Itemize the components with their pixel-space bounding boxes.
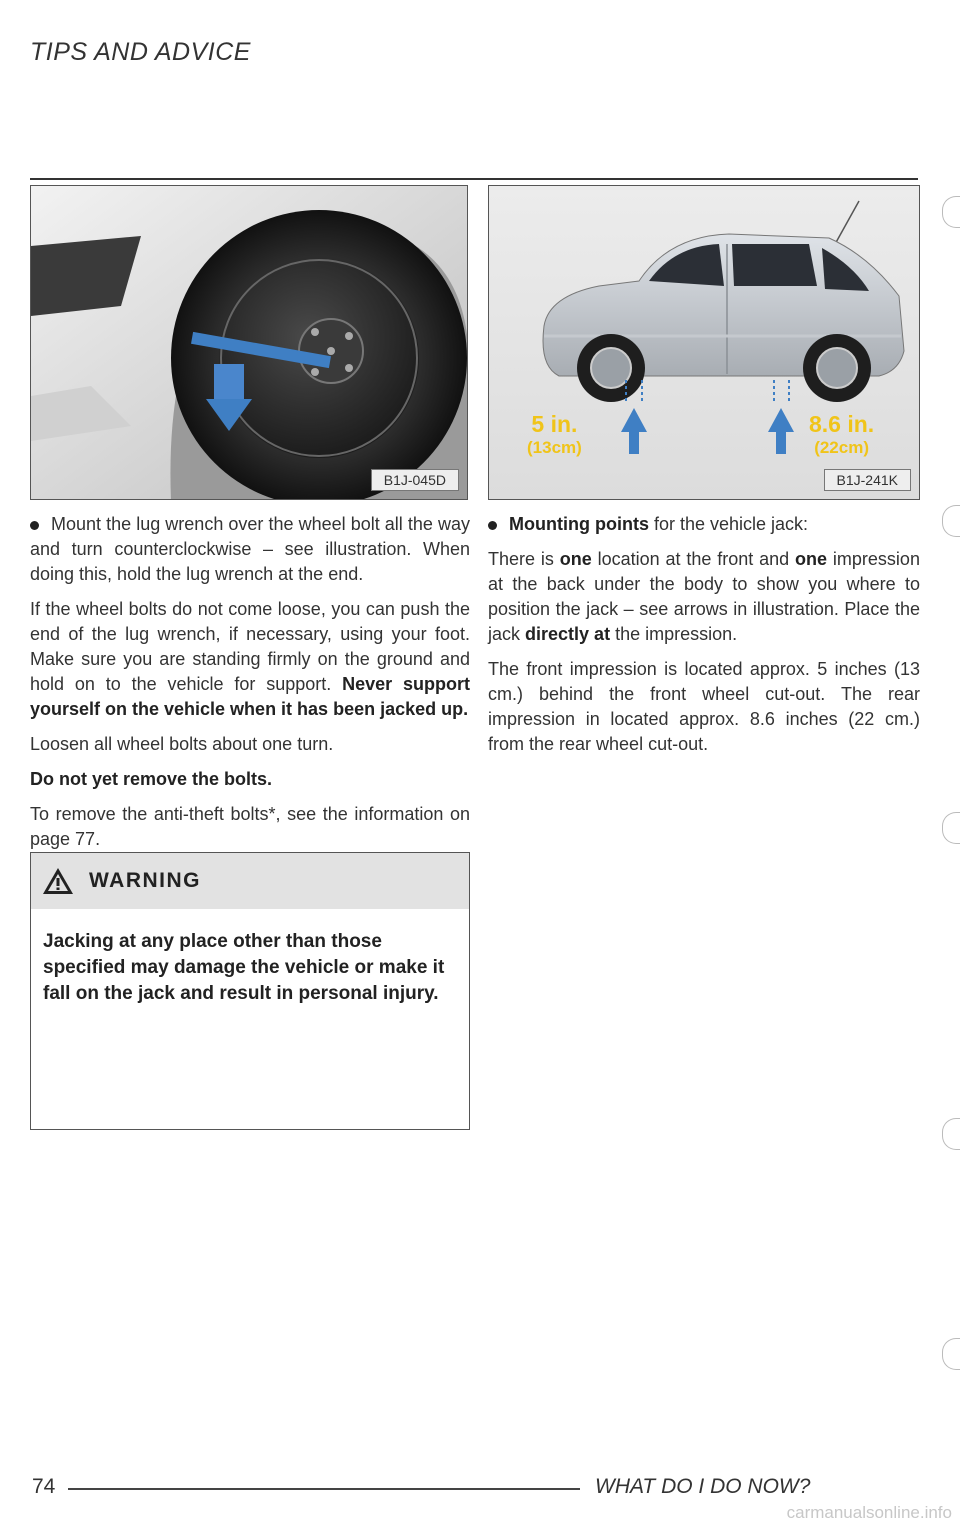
paragraph-mounting-points (488, 512, 920, 537)
text-never-support: Never support yourself on the vehicle when it has been jacked up. (30, 674, 470, 719)
text-one-front: one (559, 549, 592, 569)
warning-text: Jacking at any place other than those specified may damage the vehicle or make it fall on the jack and result in personal injury. (43, 931, 445, 1004)
warning-header (31, 853, 469, 909)
right-column (488, 512, 920, 767)
paragraph-locations (488, 547, 920, 647)
text-mounting-points: Mounting points (509, 514, 649, 534)
text-the-impression: the impression. (615, 624, 738, 644)
side-tab (942, 505, 960, 537)
bullet-icon (488, 521, 497, 530)
side-tab (942, 812, 960, 844)
text-directly-at: directly at (525, 624, 611, 644)
footer-rule (68, 1488, 580, 1490)
text-mount: Mount the lug wrench over the wheel bolt all the way and turn counterclockwise – see illustration. When doing this, hold the lug wrench at the end. (30, 514, 470, 584)
wheel-illustration (30, 185, 468, 500)
bullet-icon (30, 521, 39, 530)
paragraph-loose (30, 597, 470, 722)
warning-box (30, 852, 470, 1130)
front-label-cm: (13cm) (527, 438, 582, 457)
paragraph-anti-theft: To remove the anti-theft bolts*, see the information on page 77. (30, 804, 470, 849)
rear-label-inches: 8.6 in. (809, 411, 875, 437)
front-jack-label (527, 411, 582, 458)
text-there-is: There is (488, 549, 554, 569)
warning-title: WARNING (89, 869, 201, 892)
text-loose: If the wheel bolts do not come loose, you can push the end of the lug wrench, if necessary, using your foot. Make sure you are standing firmly on the ground and hold on to the vehicle for support. (30, 599, 470, 694)
page-footer (30, 1475, 918, 1515)
rear-jack-label (809, 411, 874, 458)
paragraph-mount (30, 512, 470, 587)
figure-code-right: B1J-241K (824, 469, 911, 491)
paragraph-do-not-remove: Do not yet remove the bolts. (30, 769, 273, 789)
side-tab (942, 1118, 960, 1150)
left-column (30, 512, 470, 862)
side-tab (942, 196, 960, 228)
watermark: carmanualsonline.info (786, 1503, 952, 1522)
text-location-front: location at the front and (597, 549, 790, 569)
page-header: TIPS AND ADVICE (30, 38, 251, 66)
text-impression: impression at the back under the body to show you where to position the jack – see arrows in illustration. Place the jack (488, 549, 920, 644)
paragraph-distances: The front impression is located approx. 5 inches (13 cm.) behind the front wheel cut-out. The rear impression in located approx. 8.6 inches (22 cm.) from the rear wheel cut-out. (488, 659, 920, 754)
header-rule (30, 178, 918, 180)
text-one-back: one (795, 549, 828, 569)
footer-title: WHAT DO I DO NOW? (595, 1475, 811, 1498)
page-number: 74 (32, 1475, 56, 1498)
front-label-inches: 5 in. (531, 411, 578, 437)
wheel-drawing (31, 186, 468, 500)
figure-code-left: B1J-045D (371, 469, 459, 491)
rear-label-cm: (22cm) (814, 438, 869, 457)
paragraph-loosen: Loosen all wheel bolts about one turn. (30, 734, 334, 754)
text-for-jack: for the vehicle jack: (653, 514, 809, 534)
car-illustration (488, 185, 920, 500)
warning-triangle-icon (41, 866, 75, 896)
side-tab (942, 1338, 960, 1370)
